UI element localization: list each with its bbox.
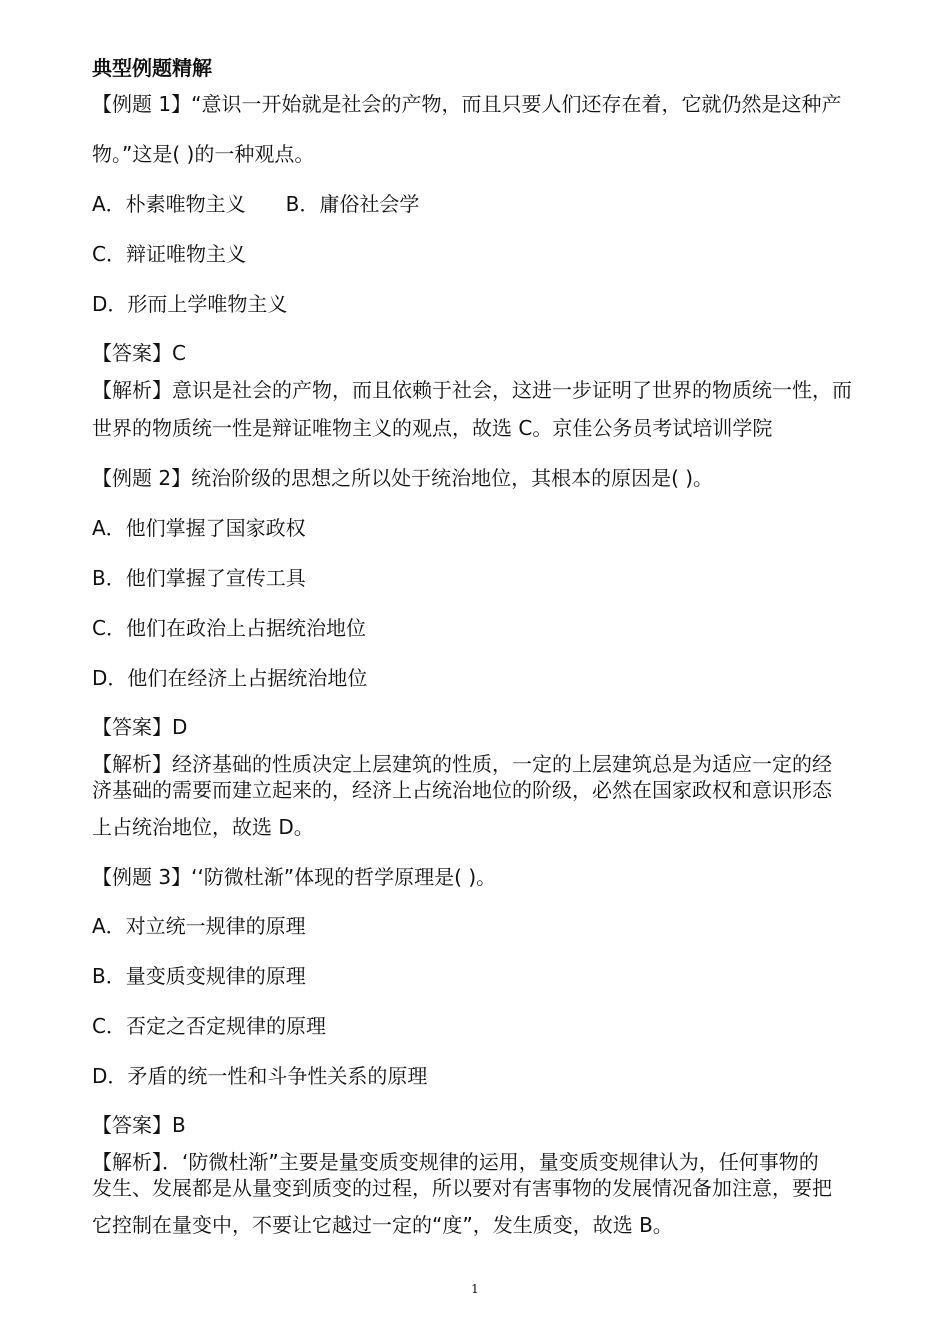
q3-option-a: A．对立统一规律的原理: [92, 914, 306, 938]
q1-option-d: D．形而上学唯物主义: [92, 292, 288, 316]
q1-option-c: C．辩证唯物主义: [92, 242, 246, 266]
q3-analysis-line1: 【解析】．‘防微杜渐”主要是量变质变规律的运用，量变质变规律认为，任何事物的: [92, 1150, 819, 1174]
q2-analysis-line3: 上占统治地位，故选 D。: [92, 815, 314, 839]
q3-option-c: C．否定之否定规律的原理: [92, 1014, 326, 1038]
q3-option-d: D．矛盾的统一性和斗争性关系的原理: [92, 1064, 428, 1088]
q1-analysis-line2: 世界的物质统一性是辩证唯物主义的观点，故选 C。京佳公务员考试培训学院: [92, 416, 773, 440]
q1-answer: 【答案】C: [92, 341, 186, 365]
q1-stem-line2: 物。”这是( )的一种观点。: [92, 142, 315, 166]
q1-analysis-line1: 【解析】意识是社会的产物，而且依赖于社会，这进一步证明了世界的物质统一性，而: [92, 378, 852, 402]
q2-option-a: A．他们掌握了国家政权: [92, 516, 306, 540]
q3-analysis-line3: 它控制在量变中，不要让它越过一定的“度”，发生质变，故选 B。: [92, 1213, 673, 1237]
q3-analysis-line2: 发生、发展都是从量变到质变的过程，所以要对有害事物的发展情况备加注意，要把: [92, 1176, 832, 1200]
q1-options-ab: A．朴素唯物主义 B．庸俗社会学: [92, 192, 420, 216]
q1-stem-line1: 【例题 1】“意识一开始就是社会的产物，而且只要人们还存在着，它就仍然是这种产: [92, 92, 842, 116]
q2-analysis-line2: 济基础的需要而建立起来的，经济上占统治地位的阶级，必然在国家政权和意识形态: [92, 778, 832, 802]
q2-analysis-line1: 【解析】经济基础的性质决定上层建筑的性质，一定的上层建筑总是为适应一定的经: [92, 752, 832, 776]
q2-option-c: C．他们在政治上占据统治地位: [92, 616, 366, 640]
q2-option-d: D．他们在经济上占据统治地位: [92, 666, 368, 690]
q3-stem: 【例题 3】‘‘防微杜渐”体现的哲学原理是( )。: [92, 865, 497, 889]
q2-stem: 【例题 2】统治阶级的思想之所以处于统治地位，其根本的原因是( )。: [92, 466, 714, 490]
q3-option-b: B．量变质变规律的原理: [92, 964, 306, 988]
page-number: 1: [471, 1282, 479, 1296]
q2-option-b: B．他们掌握了宣传工具: [92, 566, 306, 590]
q2-answer: 【答案】D: [92, 715, 188, 739]
q3-answer: 【答案】B: [92, 1113, 186, 1137]
section-heading: 典型例题精解: [92, 56, 212, 80]
